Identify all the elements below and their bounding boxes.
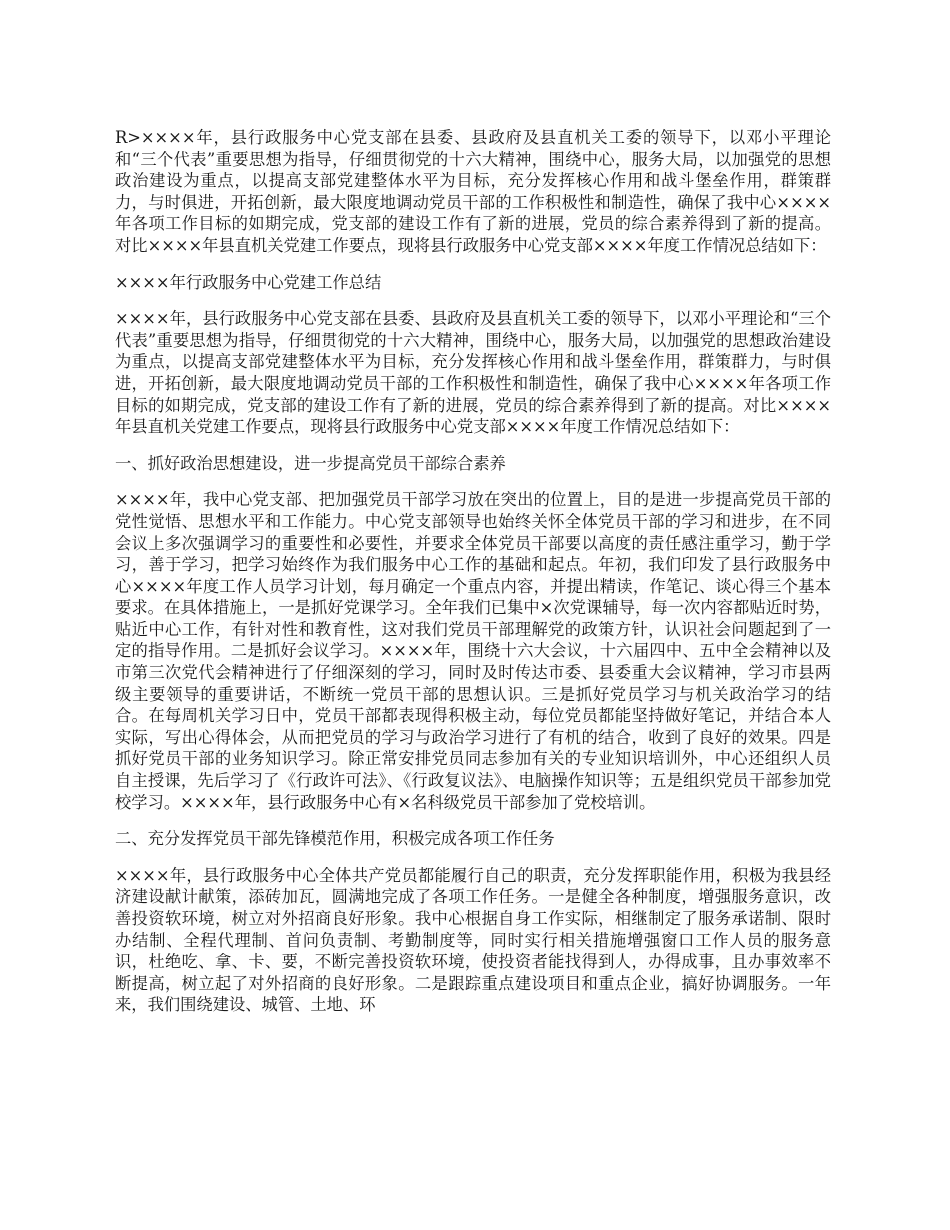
summary-paragraph: ××××年，县行政服务中心党支部在县委、县政府及县直机关工委的领导下，以邓小平理论和“三个代表”重要思想为指导，仔细贯彻党的十六大精神，围绕中心，服务大局，以加强党的思想政治建设为重点，以提高支部党建整体水平为目标，充分发挥核心作用和战斗堡垒作用，群策群力，与时俱进，开拓创新，最大限度地调动党员干部的工作积极性和制造性，确保了我中心××××年各项工作目标的如期完成，党支部的建设工作有了新的进展，党员的综合素养得到了新的提高。对比××××年县直机关党建工作要点，现将县行政服务中心党支部××××年度工作情况总结如下： — [115, 309, 831, 437]
section-2-paragraph: ××××年，县行政服务中心全体共产党员都能履行自己的职责，充分发挥职能作用，积极为我县经济建设献计献策，添砖加瓦，圆满地完成了各项工作任务。一是健全各种制度，增强服务意识，改善投资软环境，树立对外招商良好形象。我中心根据自身工作实际，相继制定了服务承诺制、限时办结制、全程代理制、首问负责制、考勤制度等，同时实行相关措施增强窗口工作人员的服务意识，杜绝吃、拿、卡、要，不断完善投资软环境，使投资者能找得到人，办得成事，且办事效率不断提高，树立起了对外招商的良好形象。二是跟踪重点建设项目和重点企业，搞好协调服务。一年来，我们围绕建设、城管、土地、环 — [115, 865, 831, 1015]
section-heading-2: 二、充分发挥党员干部先锋模范作用，积极完成各项工作任务 — [115, 829, 555, 849]
document-title: ××××年行政服务中心党建工作总结 — [115, 272, 382, 292]
section-heading-1: 一、抓好政治思想建设，进一步提高党员干部综合素养 — [115, 453, 506, 473]
document-page — [115, 127, 831, 1031]
section-1-paragraph: ××××年，我中心党支部、把加强党员干部学习放在突出的位置上，目的是进一步提高党员干部的党性觉悟、思想水平和工作能力。中心党支部领导也始终关怀全体党员干部的学习和进步，在不同会议上多次强调学习的重要性和必要性，并要求全体党员干部要以高度的责任感注重学习，勤于学习，善于学习，把学习始终作为我们服务中心工作的基础和起点。年初，我们印发了县行政服务中心××××年度工作人员学习计划，每月确定一个重点内容，并提出精读，作笔记、谈心得三个基本要求。在具体措施上，一是抓好党课学习。全年我们已集中×次党课辅导，每一次内容都贴近时势，贴近中心工作，有针对性和教育性，这对我们党员干部理解党的政策方针，认识社会问题起到了一定的指导作用。二是抓好会议学习。××××年，围绕十六大会议，十六届四中、五中全会精神以及市第三次党代会精神进行了仔细深刻的学习，同时及时传达市委、县委重大会议精神，学习市县两级主要领导的重要讲话，不断统一党员干部的思想认识。三是抓好党员学习与机关政治学习的结合。在每周机关学习日中，党员干部都表现得积极主动，每位党员都能坚持做好笔记，并结合本人实际，写出心得体会，从而把党员的学习与政治学习进行了有机的结合，收到了良好的效果。四是抓好党员干部的业务知识学习。除正常安排党员同志参加有关的专业知识培训外，中心还组织人员自主授课，先后学习了《行政许可法》、《行政复议法》、电脑操作知识等；五是组织党员干部参加党校学习。××××年，县行政服务中心有×名科级党员干部参加了党校培训。 — [115, 490, 831, 812]
intro-paragraph: R>××××年，县行政服务中心党支部在县委、县政府及县直机关工委的领导下，以邓小平理论和“三个代表”重要思想为指导，仔细贯彻党的十六大精神，围绕中心，服务大局，以加强党的思想政治建设为重点，以提高支部党建整体水平为目标，充分发挥核心作用和战斗堡垒作用，群策群力，与时俱进，开拓创新，最大限度地调动党员干部的工作积极性和制造性，确保了我中心××××年各项工作目标的如期完成，党支部的建设工作有了新的进展，党员的综合素养得到了新的提高。对比××××年县直机关党建工作要点，现将县行政服务中心党支部××××年度工作情况总结如下： — [115, 128, 831, 255]
